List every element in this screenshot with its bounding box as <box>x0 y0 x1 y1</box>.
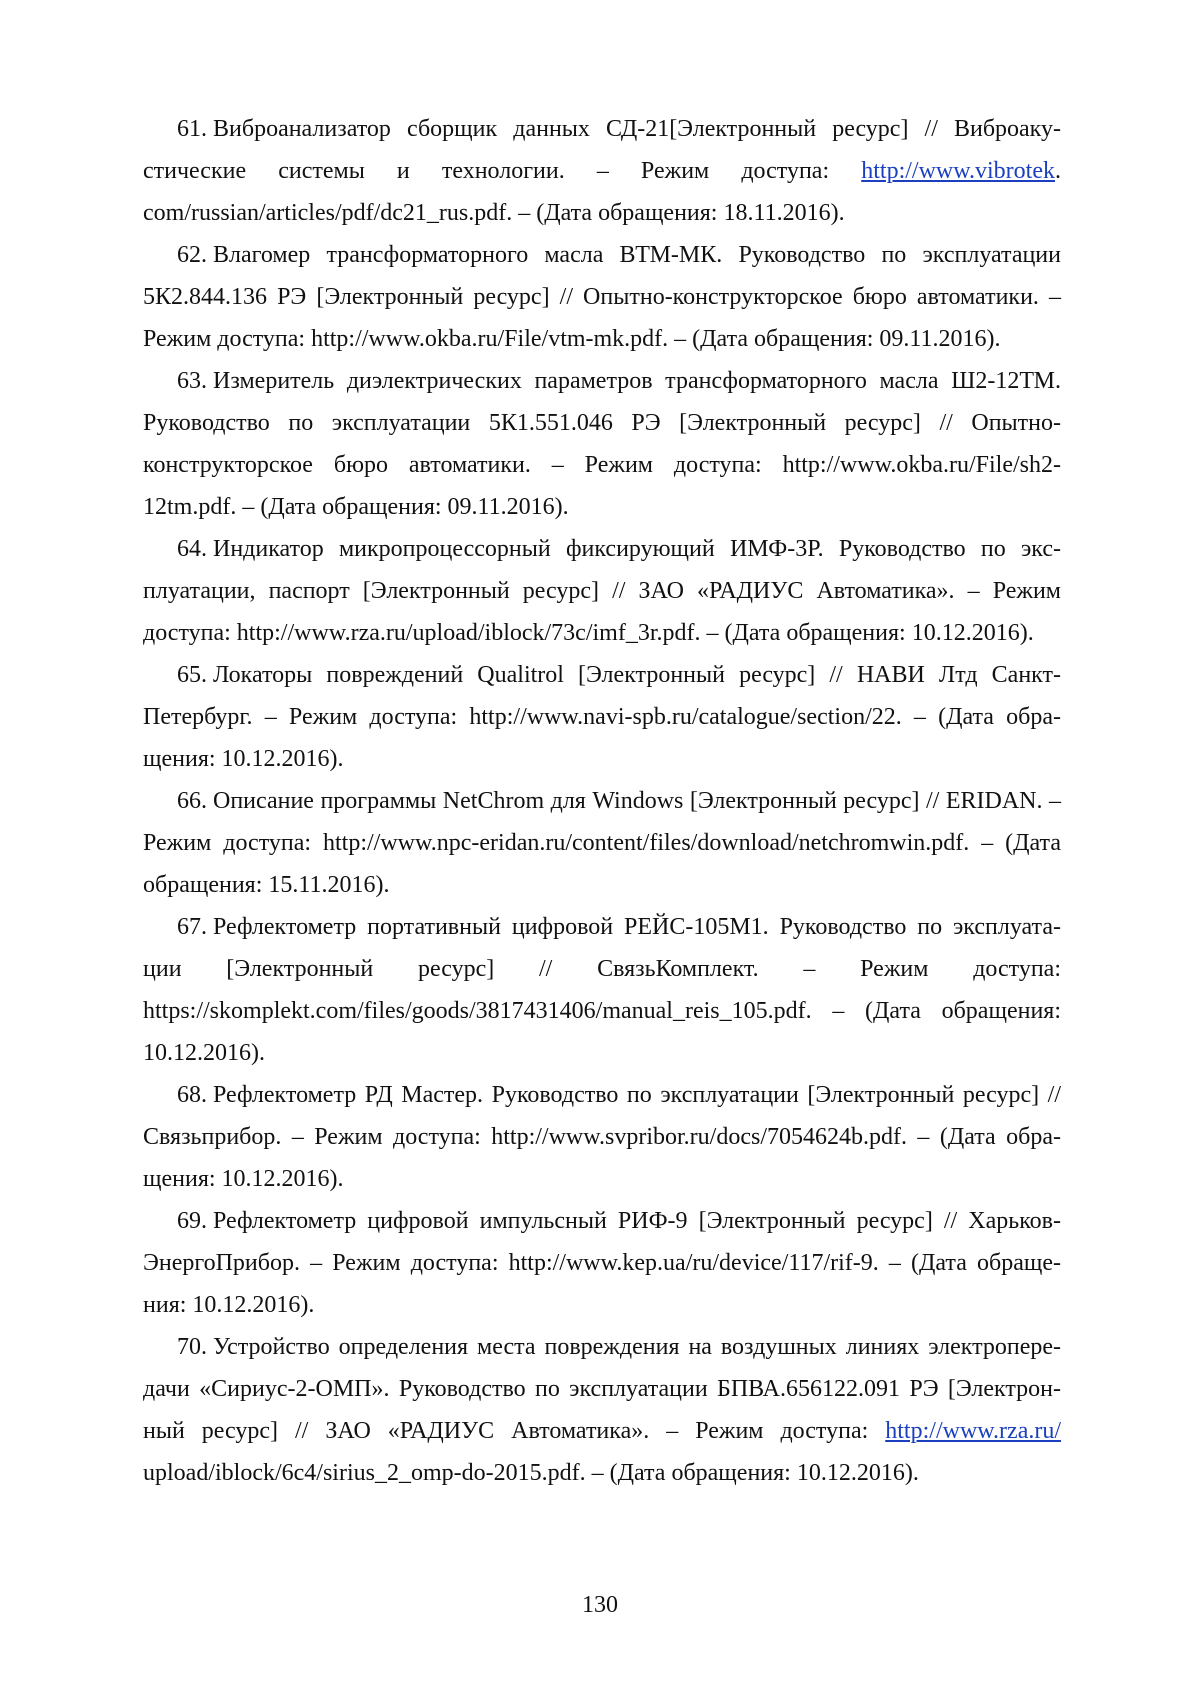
reference-link[interactable]: http://www.rza.ru/ <box>885 1418 1061 1444</box>
reference-number: 69. <box>177 1208 207 1234</box>
reference-number: 64. <box>177 536 207 562</box>
reference-text: Описание программы NetChrom для Windows [Электронный ресурс] // ERIDAN. – Режим доступа: http://www.npc-eridan.ru/content/files/download/netchromwin.pdf. – (Дата обращения: 15.11.2016). <box>143 788 1061 898</box>
reference-list <box>143 108 1061 1494</box>
reference-item <box>143 108 1061 234</box>
reference-text: Рефлектометр РД Мастер. Руководство по эксплуатации [Электронный ресурс] // Связьприбор. – Режим доступа: http://www.svpribor.ru/docs/7054624b.pdf. – (Дата обращения: 10.12.2016). <box>143 1082 1061 1192</box>
reference-text: . com/russian/articles/pdf/dc21_rus.pdf. – (Дата обращения: 18.11.2016). <box>143 158 1061 226</box>
reference-item <box>143 654 1061 780</box>
reference-item <box>143 528 1061 654</box>
reference-item <box>143 1074 1061 1200</box>
reference-number: 68. <box>177 1082 207 1108</box>
reference-text: Измеритель диэлектрических параметров трансформаторного масла Ш2-12ТМ. Руководство по эксплуатации 5К1.551.046 РЭ [Электронный ресурс] // Опытно-конструкторское бюро автоматики. – Режим доступа: http://www.okba.ru/File/sh2-12tm.pdf. – (Дата обращения: 09.11.2016). <box>143 368 1061 520</box>
reference-text: Индикатор микропроцессорный фиксирующий ИМФ-3Р. Руководство по эксплуатации, паспорт [Электронный ресурс] // ЗАО «РАДИУС Автоматика». – Режим доступа: http://www.rza.ru/upload/iblock/73c/imf_3r.pdf. – (Дата обращения: 10.12.2016). <box>143 536 1061 646</box>
reference-item <box>143 1326 1061 1494</box>
reference-item <box>143 1200 1061 1326</box>
reference-text: Рефлектометр портативный цифровой РЕЙС-105М1. Руководство по эксплуатации [Электронный ресурс] // СвязьКомплект. – Режим доступа: https://skomplekt.com/files/goods/3817431406/manual_reis_105.pdf. – (Дата обращения: 10.12.2016). <box>143 914 1061 1066</box>
reference-number: 67. <box>177 914 207 940</box>
reference-number: 70. <box>177 1334 207 1360</box>
reference-text: upload/iblock/6c4/sirius_2_omp-do-2015.pdf. – (Дата обращения: 10.12.2016). <box>143 1460 919 1486</box>
reference-number: 63. <box>177 368 207 394</box>
reference-item <box>143 906 1061 1074</box>
reference-item <box>143 780 1061 906</box>
page-number: 130 <box>582 1592 618 1618</box>
reference-item <box>143 360 1061 528</box>
reference-number: 65. <box>177 662 207 688</box>
reference-link[interactable]: http://www.vibrotek <box>861 158 1055 184</box>
reference-text: Влагомер трансформаторного масла ВТМ-МК. Руководство по эксплуатации 5К2.844.136 РЭ [Электронный ресурс] // Опытно-конструкторское бюро автоматики. – Режим доступа: http://www.okba.ru/File/vtm-mk.pdf. – (Дата обращения: 09.11.2016). <box>143 242 1061 352</box>
reference-text: Виброанализатор сборщик данных СД-21[Электронный ресурс] // Виброакустические системы и технологии. – Режим доступа: <box>143 116 1061 184</box>
reference-text: Рефлектометр цифровой импульсный РИФ-9 [Электронный ресурс] // Харьков-ЭнергоПрибор. – Режим доступа: http://www.kep.ua/ru/device/117/rif-9. – (Дата обращения: 10.12.2016). <box>143 1208 1061 1318</box>
reference-number: 62. <box>177 242 207 268</box>
reference-item <box>143 234 1061 360</box>
reference-number: 61. <box>177 116 207 142</box>
reference-text: Устройство определения места повреждения на воздушных линиях электропередачи «Сириус-2-ОМП». Руководство по эксплуатации БПВА.656122.091 РЭ [Электронный ресурс] // ЗАО «РАДИУС Автоматика». – Режим доступа: <box>143 1334 1061 1444</box>
reference-number: 66. <box>177 788 207 814</box>
reference-text: Локаторы повреждений Qualitrol [Электронный ресурс] // НАВИ Лтд Санкт-Петербург. – Режим доступа: http://www.navi-spb.ru/catalogue/section/22. – (Дата обращения: 10.12.2016). <box>143 662 1061 772</box>
